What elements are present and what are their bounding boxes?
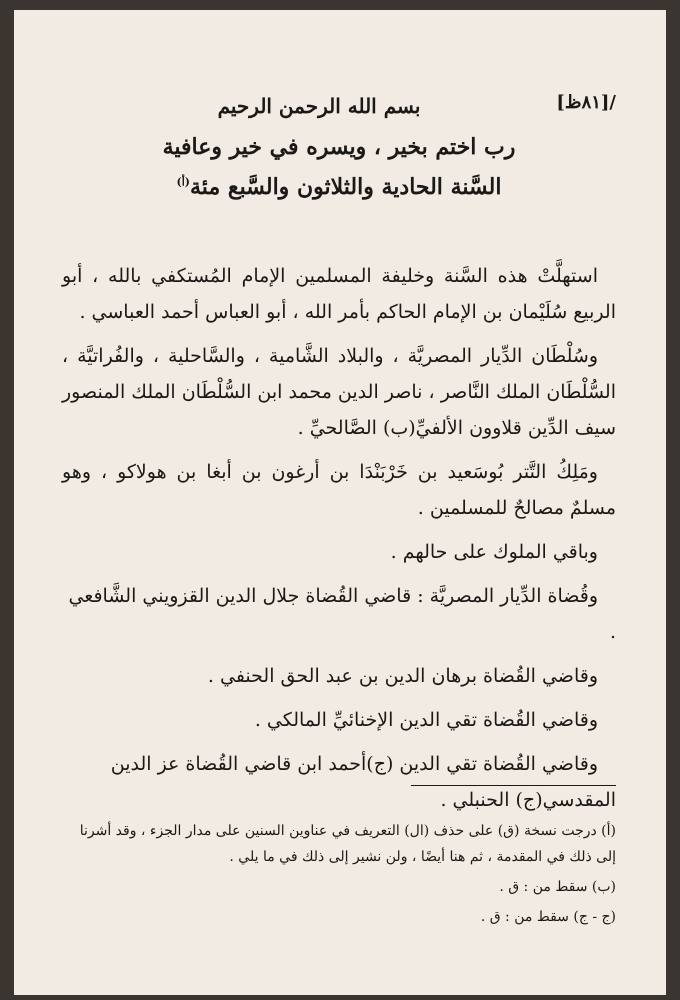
year-title-text: السَّنة الحادية والثلاثون والسَّبع مئة [190,174,502,200]
footnote-b: (ب) سقط من : ق . [499,879,616,895]
paragraph-hanafi-judge: وقاضي القُضاة برهان الدين بن عبد الحق الحنفي . [207,665,598,687]
page-header [62,92,616,200]
basmala: بسم الله الرحمن الرحيم [217,94,421,118]
folio-marker: /[٨١ظ] [556,92,616,113]
book-page [14,10,666,995]
year-title [62,174,616,200]
paragraph-tatar-king: ومَلِكُ التَّتر بُوسَعيد بن خَرْبَنْدَا بن أرغون بن أبغا بن هولاكو ، وهو مسلمٌ مصالحٌ للمسلمين . [62,461,616,519]
main-text [62,258,616,826]
footnote-c: (ج - ج) سقط من : ق . [480,909,616,925]
heading-block [62,94,616,200]
opening-prayer: رب اختم بخير ، ويسره في خير وعافية [162,134,516,160]
paragraph-shafii-judge: وقُضاة الدِّيار المصريَّة : قاضي القُضاة جلال الدين القزويني الشَّافعي . [68,585,616,643]
footnote-separator [411,785,616,786]
footnotes [62,818,616,934]
paragraph-sultan: وسُلْطَان الدِّيار المصريَّة ، والبلاد الشَّامية ، والسَّاحلية ، والفُراتيَّة ، السُّلْطَان الملك النَّاصر ، ناصر الدين محمد ابن السُّلْطَان الملك المنصور سيف الدِّين قلاوون الألفيِّ(ب) الصَّالحيِّ . [62,345,616,439]
paragraph-other-kings: وباقي الملوك على حالهم . [390,541,598,563]
paragraph-hanbali-judge: وقاضي القُضاة تقي الدين (ج)أحمد ابن قاضي القُضاة عز الدين المقدسي(ج) الحنبلي . [110,753,616,811]
footnote-a: (أ) درجت نسخة (ق) على حذف (ال) التعريف في عناوين السنين على مدار الجزء ، وقد أشرنا إلى ذلك في المقدمة ، ثم هنا أيضًا ، ولن نشير إلى ذلك في ما يلي . [79,823,616,865]
paragraph-caliph: استهلَّتْ هذه السَّنة وخليفة المسلمين الإمام المُستكفي بالله ، أبو الربيع سُلَيْمان بن الإمام الحاكم بأمر الله ، أبو العباس أحمد العباسي . [62,265,616,323]
footnote-ref-a: (أ) [176,175,191,189]
paragraph-maliki-judge: وقاضي القُضاة تقي الدين الإخنائيِّ المالكي . [254,709,598,731]
